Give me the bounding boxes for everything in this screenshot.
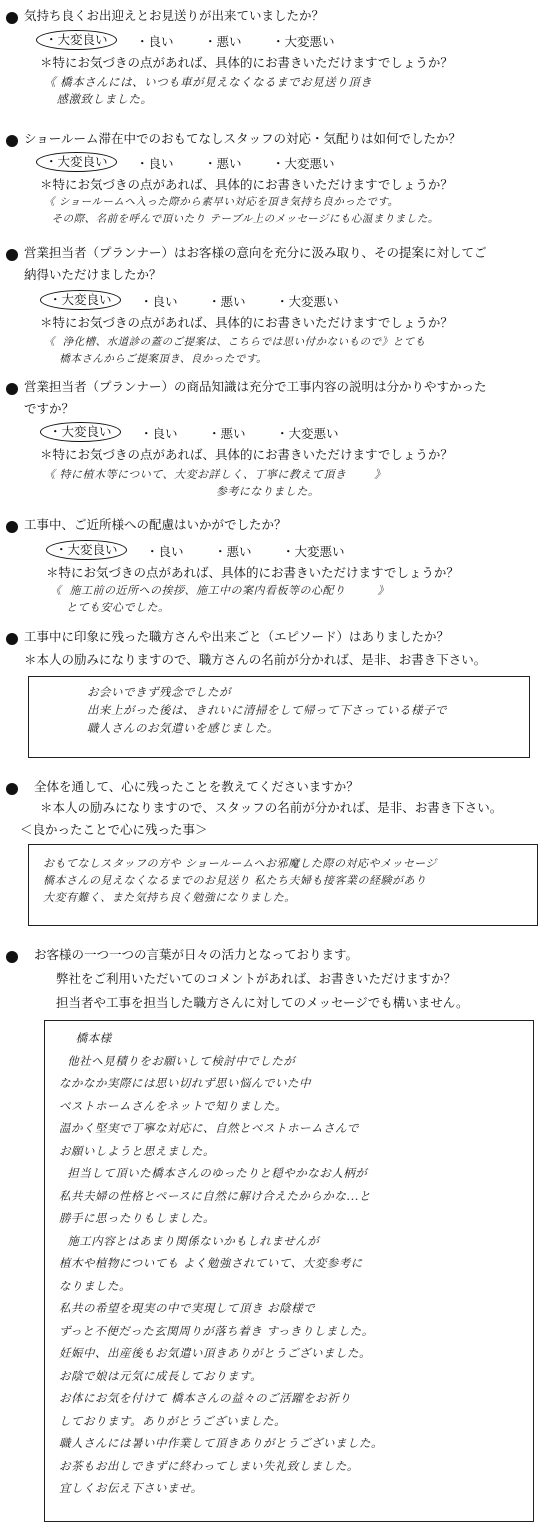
option-good[interactable]: ・良い xyxy=(136,156,174,171)
staff-name-note: ＊本人の励みになりますので、職方さんの名前が分かれば、是非、お書き下さい。 xyxy=(24,652,487,667)
option-very-bad[interactable]: ・大変悪い xyxy=(272,156,335,171)
question-8-line-1: お客様の一つ一つの言葉が日々の活力となっております。 xyxy=(34,947,359,962)
question-1-text: 気持ち良くお出迎えとお見送りが出来ていましたか？ xyxy=(24,8,325,23)
option-very-good-selected[interactable]: ・大変良い xyxy=(36,30,117,50)
question-8-line-3: 担当者や工事を担当した職方さんに対してのメッセージでも構いません。 xyxy=(56,995,469,1010)
option-bad[interactable]: ・悪い xyxy=(214,544,252,559)
option-very-bad[interactable]: ・大変悪い xyxy=(276,294,339,309)
option-very-good-selected[interactable]: ・大変良い xyxy=(36,152,117,172)
bullet-icon xyxy=(6,633,18,645)
sub-heading: ＜良かったことで心に残った事＞ xyxy=(20,822,208,837)
question-6-text: 工事中に印象に残った職方さんや出来ごと（エピソード）はありましたか？ xyxy=(24,629,450,644)
option-good[interactable]: ・良い xyxy=(140,426,178,441)
handwritten-answer: 《 浄化槽、水道診の蓋のご提案は、こちらでは思い付かないもので》とても 橋本さんからご提案頂き、良かったです。 xyxy=(44,336,426,365)
question-4-line-1: 営業担当者（プランナー）の商品知識は充分で工事内容の説明は分かりやすかった xyxy=(24,379,487,394)
option-bad[interactable]: ・悪い xyxy=(208,426,246,441)
question-2-text: ショールーム滞在中でのおもてなしスタッフの対応・気配りは如何でしたか？ xyxy=(24,131,462,146)
comment-prompt: ＊特にお気づきの点があれば、具体的にお書きいただけますでしょうか？ xyxy=(40,177,453,192)
bullet-icon xyxy=(6,783,18,795)
staff-name-note: ＊本人の励みになりますので、スタッフの名前が分かれば、是非、お書き下さい。 xyxy=(40,800,503,815)
question-4-line-2: ですか？ xyxy=(24,401,75,416)
question-3-line-2: 納得いただけましたか？ xyxy=(24,267,162,282)
option-bad[interactable]: ・悪い xyxy=(204,156,242,171)
bullet-icon xyxy=(6,135,18,147)
option-good[interactable]: ・良い xyxy=(140,294,178,309)
bullet-icon xyxy=(6,521,18,533)
handwritten-answer: 《 橋本さんには、いつも車が見えなくなるまでお見送り頂き 感激致しました。 xyxy=(44,75,373,106)
comment-prompt: ＊特にお気づきの点があれば、具体的にお書きいただけますでしょうか？ xyxy=(40,315,453,330)
option-very-bad[interactable]: ・大変悪い xyxy=(276,426,339,441)
question-3-line-1: 営業担当者（プランナー）はお客様の意向を充分に汲み取り、その提案に対してご xyxy=(24,245,487,260)
option-very-good-selected[interactable]: ・大変良い xyxy=(46,540,127,560)
bullet-icon xyxy=(6,951,18,963)
handwritten-answer: 《 施工前の近所への挨拶、施工中の案内看板等の心配り 》 とても安心でした。 xyxy=(50,584,389,614)
comment-prompt: ＊特にお気づきの点があれば、具体的にお書きいただけますでしょうか？ xyxy=(40,55,453,70)
handwritten-answer: 《 特に植木等について、大変お詳しく、丁寧に教えて頂き 》 参考になりました。 xyxy=(44,468,386,498)
option-very-bad[interactable]: ・大変悪い xyxy=(282,544,345,559)
option-very-bad[interactable]: ・大変悪い xyxy=(272,34,335,49)
bullet-icon xyxy=(6,12,18,24)
answer-box xyxy=(28,844,538,926)
option-very-good-selected[interactable]: ・大変良い xyxy=(40,290,121,310)
question-4-text xyxy=(24,376,542,420)
option-bad[interactable]: ・悪い xyxy=(204,34,242,49)
answer-box xyxy=(44,1020,534,1522)
handwritten-answer: 橋本様 他社へ見積りをお願いして検討中でしたが なかなか実際には思い切れず思い悩んでいた中 ベストホームさんをネットで知りました。 温かく堅実で丁寧な対応に、自然とベストホームさんで お願いしようと思えました。 担当して頂いた橋本さんのゆったりと穏やかなお人柄が 私共夫婦の性格とペースに自然に解け合えたからかな...と 勝手に思ったりもしました。 施工内容とはあまり関係ないかもしれませんが 植木や植物についても よく勉強されていて、大変参考に なりました。 私共の希望を現実の中で実現して頂き お陰様で ずっと不便だった玄関周りが落ち着き すっきりしました。 妊娠中、出産後もお気遣い頂きありがとうございました。 お陰で娘は元気に成長しております。 お体にお気を付けて 橋本さんの益々のご活躍をお祈り しております。ありがとうございました。 職人さんには暑い中作業して頂きありがとうございました。 お茶もお出しできずに終わってしまい失礼致しました。 宜しくお伝え下さいませ。 xyxy=(59,1031,383,1495)
question-7-text: 全体を通して、心に残ったことを教えてくださいますか？ xyxy=(34,779,359,794)
option-good[interactable]: ・良い xyxy=(136,34,174,49)
option-very-good-selected[interactable]: ・大変良い xyxy=(40,422,121,442)
bullet-icon xyxy=(6,249,18,261)
question-8-line-2: 弊社をご利用いただいてのコメントがあれば、お書きいただけますか？ xyxy=(56,971,457,986)
comment-prompt: ＊特にお気づきの点があれば、具体的にお書きいただけますでしょうか？ xyxy=(46,565,459,580)
bullet-icon xyxy=(6,383,18,395)
handwritten-answer: お会いできず残念でしたが 出来上がった後は、きれいに清掃をして帰って下さっている様子で 職人さんのお気遣いを感じました。 xyxy=(87,685,447,735)
answer-box xyxy=(28,676,530,758)
comment-prompt: ＊特にお気づきの点があれば、具体的にお書きいただけますでしょうか？ xyxy=(40,447,453,462)
option-bad[interactable]: ・悪い xyxy=(208,294,246,309)
question-3-text xyxy=(24,242,542,286)
handwritten-answer: おもてなしスタッフの方や ショールームへお邪魔した際の対応やメッセージ 橋本さんの見えなくなるまでのお見送り 私たち夫婦も接客業の経験があり 大変有難く、また気持ち良く勉強になりました。 xyxy=(43,857,437,904)
question-5-text: 工事中、ご近所様への配慮はいかがでしたか？ xyxy=(24,517,287,532)
handwritten-answer: 《 ショールームへ入った際から素早い対応を頂き気持ち良かったです。 その際、名前を呼んで頂いたり テーブル上のメッセージにも心温まりました。 xyxy=(44,196,439,225)
option-good[interactable]: ・良い xyxy=(146,544,184,559)
